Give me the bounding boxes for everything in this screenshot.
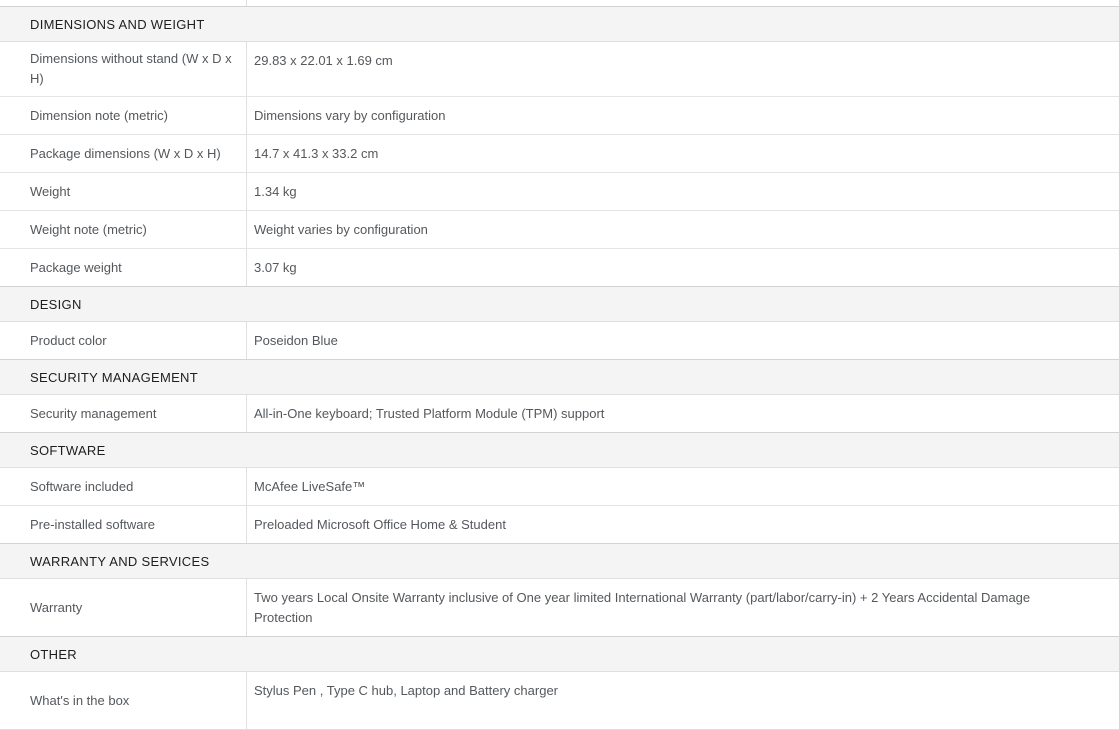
spec-section: [0, 543, 1119, 636]
spec-value-text: Preloaded Microsoft Office Home & Student: [254, 517, 506, 532]
spec-row: [0, 505, 1119, 543]
spec-value-cell: [247, 97, 1119, 134]
spec-label-cell: [0, 579, 247, 636]
spec-label-cell: [0, 173, 247, 210]
spec-label-cell: [0, 42, 247, 96]
spec-label-text: Software included: [30, 478, 134, 494]
previous-table-label-cell: [0, 0, 247, 6]
spec-value-text: 29.83 x 22.01 x 1.69 cm: [254, 53, 393, 68]
spec-value-text: 1.34 kg: [254, 184, 297, 199]
spec-row: [0, 395, 1119, 432]
section-rows: [0, 579, 1119, 636]
spec-label-text: Dimension note (metric): [30, 107, 168, 123]
spec-value-text: Two years Local Onsite Warranty inclusive of One year limited International Warranty (part/labor/carry-in) + 2 Years Accidental Damage Protection: [254, 590, 1031, 625]
section-title: DESIGN: [30, 296, 82, 312]
spec-value-text: All-in-One keyboard; Trusted Platform Module (TPM) support: [254, 406, 605, 421]
spec-value-cell: [247, 249, 1119, 286]
spec-value-text: Weight varies by configuration: [254, 222, 428, 237]
spec-row: [0, 42, 1119, 96]
section-rows: [0, 468, 1119, 543]
spec-value-text: 3.07 kg: [254, 260, 297, 275]
spec-value-cell: [247, 468, 1119, 505]
section-header: [0, 286, 1119, 322]
section-title: OTHER: [30, 646, 77, 662]
section-header: [0, 359, 1119, 395]
spec-value-cell: [247, 672, 1119, 729]
spec-section: [0, 359, 1119, 432]
spec-value-cell: [247, 173, 1119, 210]
spec-label-text: Weight: [30, 183, 71, 199]
spec-label-cell: [0, 135, 247, 172]
spec-section: [0, 636, 1119, 730]
spec-label-cell: [0, 97, 247, 134]
spec-label-text: Pre-installed software: [30, 516, 155, 532]
section-title: SOFTWARE: [30, 442, 106, 458]
section-header: [0, 6, 1119, 42]
spec-section: [0, 6, 1119, 286]
spec-value-text: Poseidon Blue: [254, 333, 338, 348]
spec-value-text: McAfee LiveSafe™: [254, 479, 366, 494]
spec-value-text: 14.7 x 41.3 x 33.2 cm: [254, 146, 379, 161]
spec-row: [0, 579, 1119, 636]
spec-value-cell: [247, 506, 1119, 543]
section-header: [0, 636, 1119, 672]
spec-section: [0, 286, 1119, 359]
section-rows: [0, 322, 1119, 359]
spec-label-cell: [0, 249, 247, 286]
spec-section: [0, 432, 1119, 543]
section-title: DIMENSIONS AND WEIGHT: [30, 16, 205, 32]
section-rows: [0, 395, 1119, 432]
spec-label-cell: [0, 211, 247, 248]
spec-label-text: Weight note (metric): [30, 221, 147, 237]
spec-value-cell: [247, 135, 1119, 172]
spec-label-text: Warranty: [30, 599, 83, 615]
spec-value-cell: [247, 322, 1119, 359]
spec-label-cell: [0, 468, 247, 505]
section-header: [0, 543, 1119, 579]
spec-value-text: Dimensions vary by configuration: [254, 108, 446, 123]
spec-label-text: Package weight: [30, 259, 122, 275]
spec-value-cell: [247, 211, 1119, 248]
spec-row: [0, 672, 1119, 730]
spec-label-cell: [0, 672, 247, 729]
spec-row: [0, 96, 1119, 134]
spec-label-text: Security management: [30, 405, 157, 421]
section-header: [0, 432, 1119, 468]
spec-row: [0, 248, 1119, 286]
spec-row: [0, 468, 1119, 505]
section-rows: [0, 42, 1119, 286]
spec-value-cell: [247, 579, 1119, 636]
spec-label-cell: [0, 395, 247, 432]
spec-row: [0, 172, 1119, 210]
spec-row: [0, 134, 1119, 172]
spec-label-text: What's in the box: [30, 692, 130, 708]
section-rows: [0, 672, 1119, 730]
spec-label-cell: [0, 506, 247, 543]
section-title: WARRANTY AND SERVICES: [30, 553, 210, 569]
spec-value-text: Stylus Pen , Type C hub, Laptop and Battery charger: [254, 683, 559, 698]
spec-row: [0, 210, 1119, 248]
spec-label-text: Package dimensions (W x D x H): [30, 145, 221, 161]
spec-label-text: Dimensions without stand (W x D x H): [30, 51, 232, 86]
spec-row: [0, 322, 1119, 359]
spec-label-cell: [0, 322, 247, 359]
section-title: SECURITY MANAGEMENT: [30, 369, 198, 385]
spec-value-cell: [247, 395, 1119, 432]
spec-label-text: Product color: [30, 332, 107, 348]
spec-value-cell: [247, 42, 1119, 96]
spec-sections: [0, 6, 1119, 730]
